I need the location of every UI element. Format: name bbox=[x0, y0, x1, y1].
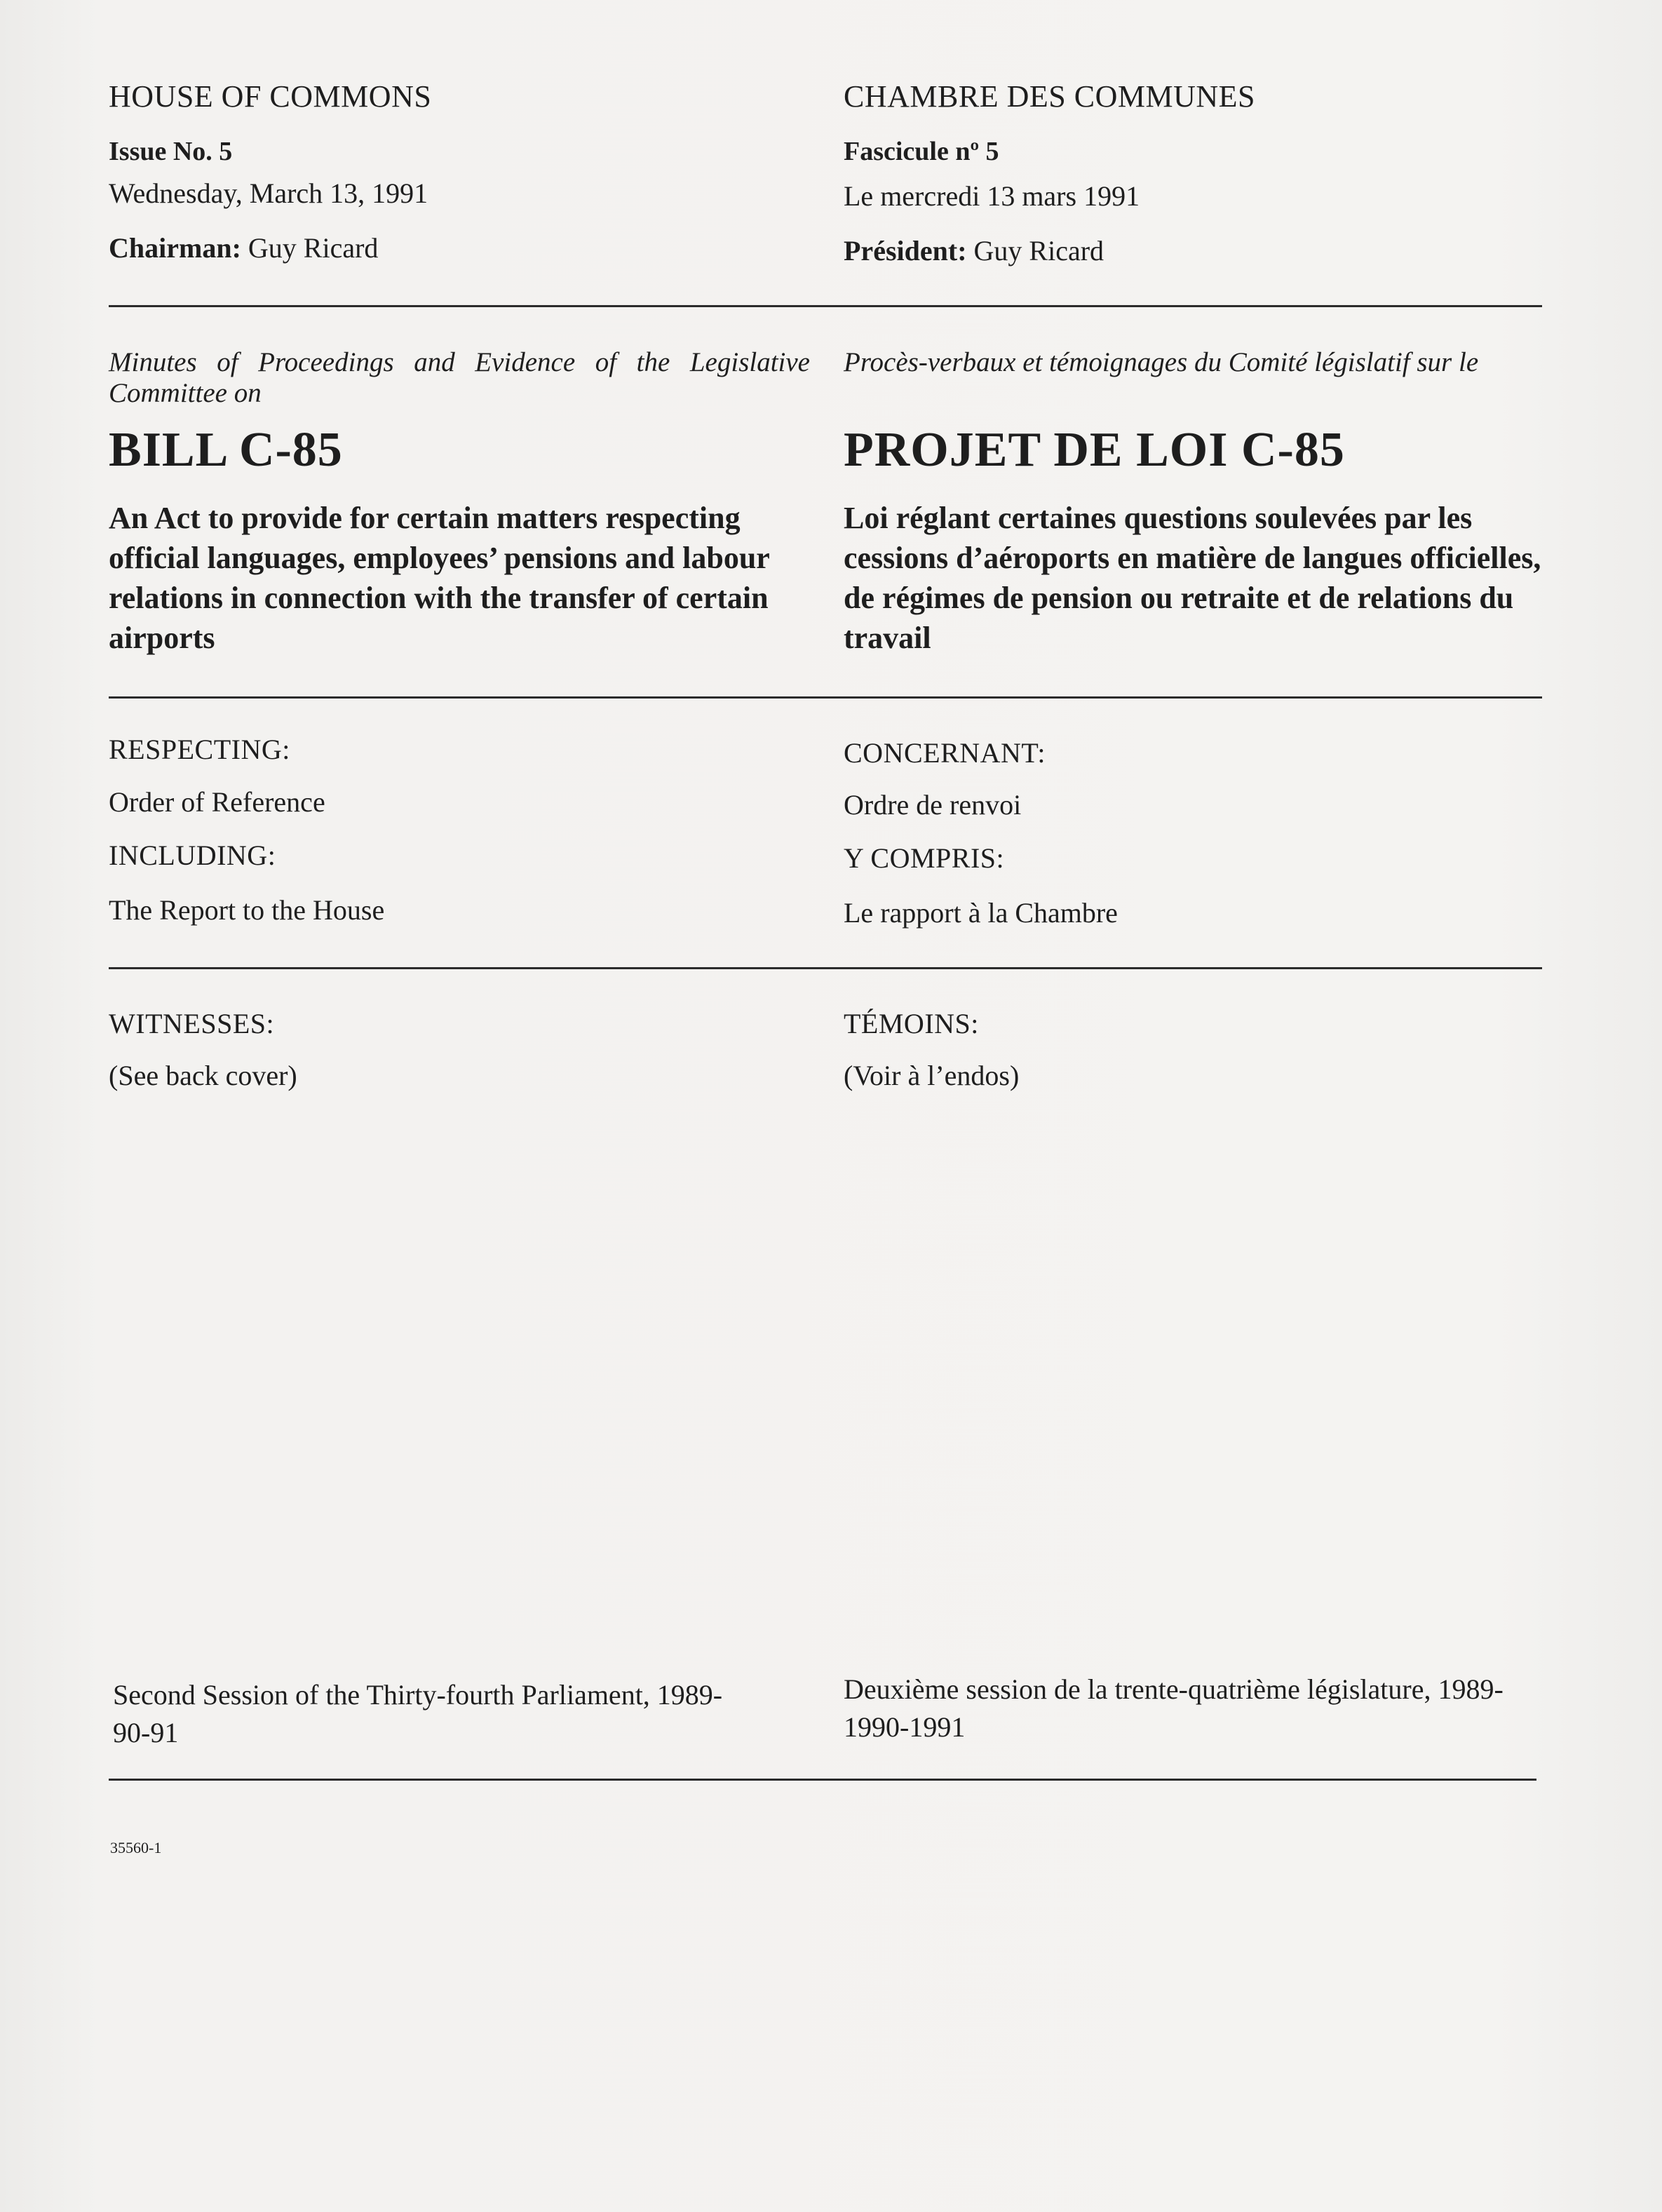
minutes-heading-fr: Procès-verbaux et témoignages du Comité législatif sur le bbox=[844, 347, 1479, 377]
president-label: Président: bbox=[844, 235, 967, 267]
respecting-label: RESPECTING: bbox=[109, 734, 290, 765]
minutes-heading: Minutes of Proceedings and Evidence of the Legislative Committee on bbox=[109, 347, 810, 408]
concernant-label: CONCERNANT: bbox=[844, 737, 1046, 769]
president-line bbox=[844, 234, 1104, 267]
respecting-value: Order of Reference bbox=[109, 786, 325, 818]
president-name: Guy Ricard bbox=[973, 235, 1104, 267]
chairman-name: Guy Ricard bbox=[248, 232, 379, 264]
meeting-date: Wednesday, March 13, 1991 bbox=[109, 177, 428, 209]
concernant-value: Ordre de renvoi bbox=[844, 789, 1022, 821]
witnesses-label: WITNESSES: bbox=[109, 1008, 275, 1039]
witnesses-value: (See back cover) bbox=[109, 1060, 297, 1091]
chairman-label: Chairman: bbox=[109, 232, 241, 264]
act-description: An Act to provide for certain matters respecting official languages, employees’ pensions and labour relations in connection with the transfer of certain airports bbox=[109, 501, 770, 655]
bill-title-fr: PROJET DE LOI C-85 bbox=[844, 423, 1345, 477]
house-title-fr: CHAMBRE DES COMMUNES bbox=[844, 79, 1255, 114]
act-description-fr: Loi réglant certaines questions soulevées par les cessions d’aéroports en matière de langues officielles, de régimes de pension ou retraite et de relations du travail bbox=[844, 501, 1541, 655]
y-compris-value: Le rapport à la Chambre bbox=[844, 897, 1118, 929]
divider-header bbox=[109, 305, 1542, 307]
issue-number-fr: Fascicule nº 5 bbox=[844, 137, 999, 166]
divider-reference bbox=[109, 967, 1542, 969]
temoins-label: TÉMOINS: bbox=[844, 1008, 979, 1039]
document-number: 35560-1 bbox=[110, 1839, 162, 1856]
chairman-line bbox=[109, 231, 378, 264]
session-line-fr: Deuxième session de la trente-quatrième législature, 1989-1990-1991 bbox=[844, 1673, 1504, 1743]
issue-number: Issue No. 5 bbox=[109, 137, 233, 166]
temoins-value: (Voir à l’endos) bbox=[844, 1060, 1020, 1091]
house-title: HOUSE OF COMMONS bbox=[109, 79, 432, 114]
y-compris-label: Y COMPRIS: bbox=[844, 842, 1005, 874]
including-label: INCLUDING: bbox=[109, 839, 276, 871]
divider-title bbox=[109, 696, 1542, 699]
session-line: Second Session of the Thirty-fourth Parliament, 1989-90-91 bbox=[113, 1679, 723, 1748]
bill-title: BILL C-85 bbox=[109, 423, 343, 477]
including-value: The Report to the House bbox=[109, 894, 385, 926]
meeting-date-fr: Le mercredi 13 mars 1991 bbox=[844, 180, 1140, 212]
divider-session bbox=[109, 1779, 1536, 1781]
